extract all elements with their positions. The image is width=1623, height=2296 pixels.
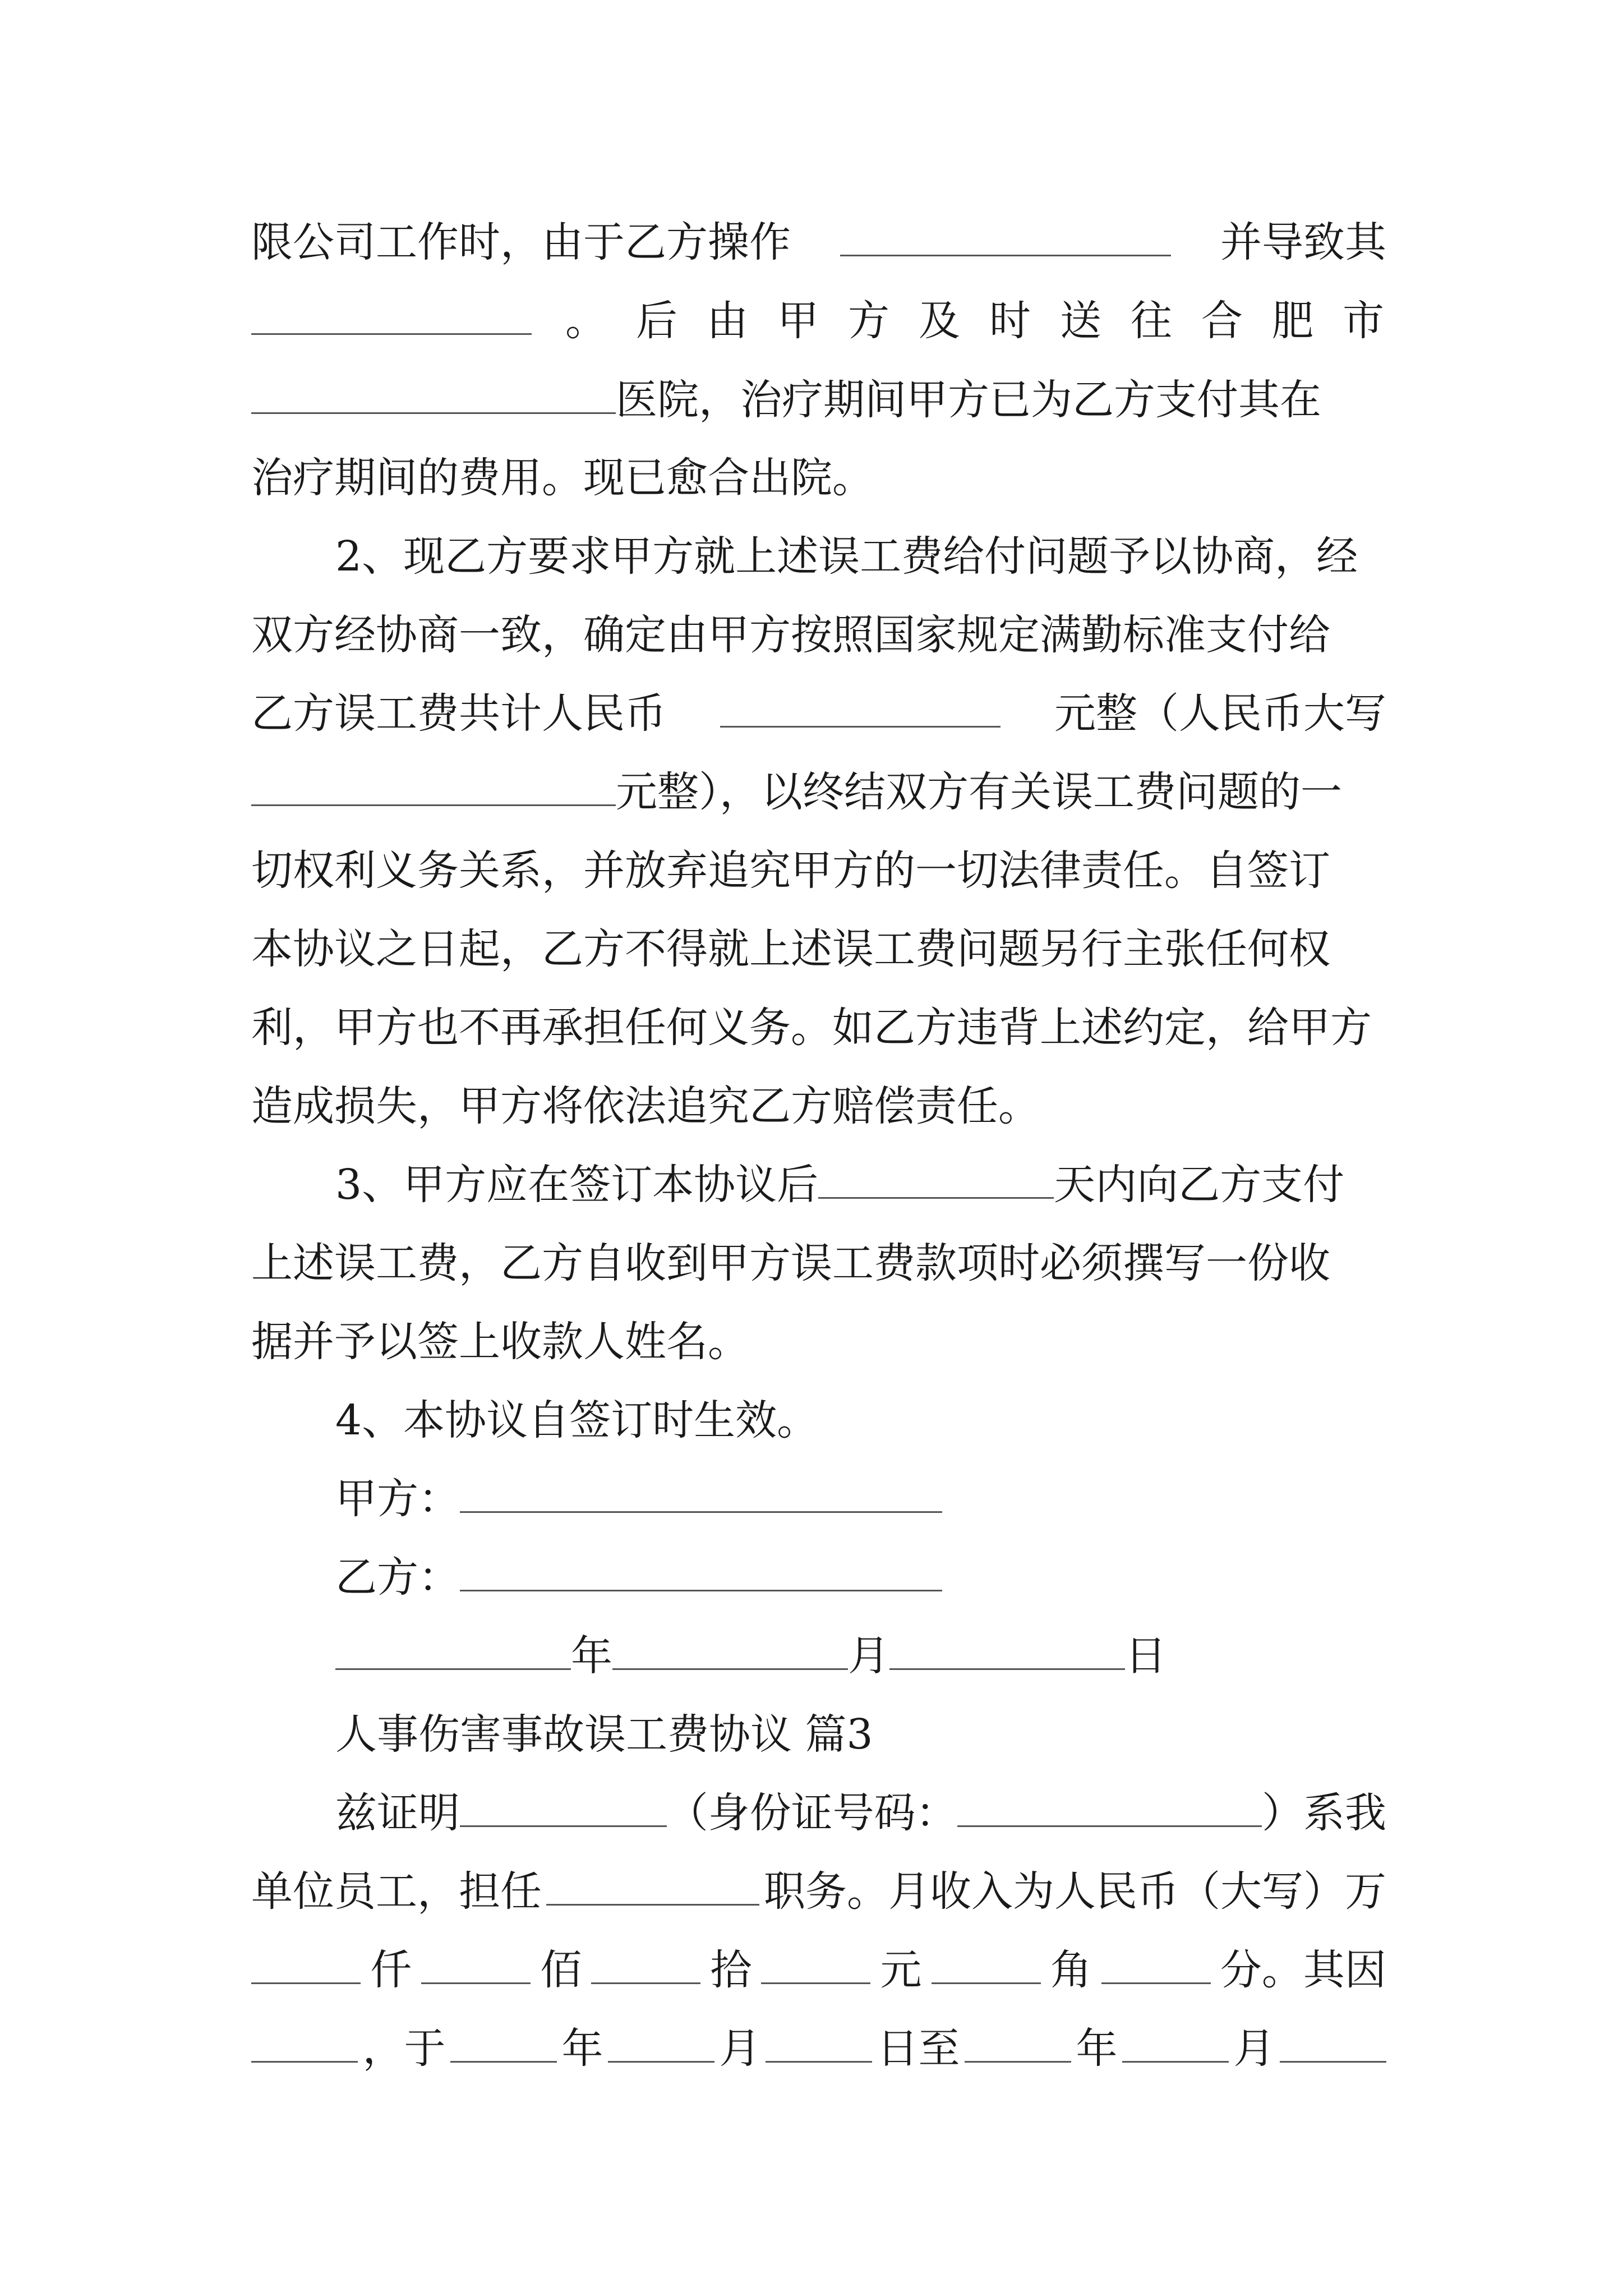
blank-field[interactable] xyxy=(1280,2016,1386,2063)
paragraph-line xyxy=(335,523,1358,590)
text: 年 xyxy=(1076,2024,1118,2073)
id-number-field[interactable] xyxy=(957,1780,1262,1827)
paragraph-line xyxy=(251,287,1413,355)
text: 本协议之日起，乙方不得就上述误工费问题另行主张任何权 xyxy=(251,925,1330,973)
paragraph-line xyxy=(251,366,1321,434)
text: 3、甲方应在签订本协议后 xyxy=(335,1161,819,1209)
day-label: 日 xyxy=(1125,1632,1166,1680)
text: 月 xyxy=(1233,2024,1275,2073)
paragraph-line xyxy=(251,444,874,512)
blank-field[interactable] xyxy=(251,760,616,806)
blank-field[interactable] xyxy=(251,2016,358,2063)
month-field[interactable] xyxy=(612,1623,848,1670)
blank-field[interactable] xyxy=(965,2016,1071,2063)
text: 分。其因 xyxy=(1220,1946,1386,1994)
text: ）系我 xyxy=(1262,1789,1386,1837)
text: 据并予以签上收款人姓名。 xyxy=(251,1318,749,1366)
text: 拾 xyxy=(710,1946,752,1994)
text: 月 xyxy=(719,2024,761,2073)
text: 2、现乙方要求甲方就上述误工费给付问题予以协商，经 xyxy=(335,532,1358,581)
text: 元整（人民币大写 xyxy=(1054,689,1386,738)
blank-field[interactable] xyxy=(932,1938,1041,1984)
blank-field[interactable] xyxy=(251,288,532,335)
text: 造成损失，甲方将依法追究乙方赔偿责任。 xyxy=(251,1082,1040,1130)
text: 切权利义务关系，并放弃追究甲方的一切法律责任。自签订 xyxy=(251,846,1330,895)
blank-field[interactable] xyxy=(608,2016,714,2063)
text: 利，甲方也不再承担任何义务。如乙方违背上述约定，给甲方 xyxy=(251,1004,1372,1052)
paragraph-line xyxy=(251,1936,1386,2004)
blank-field[interactable] xyxy=(251,367,616,414)
party-a-signature-field[interactable] xyxy=(460,1466,942,1513)
paragraph-line xyxy=(251,2015,1386,2082)
text: 4、本协议自签订时生效。 xyxy=(335,1396,819,1444)
paragraph-line xyxy=(251,209,1386,276)
blank-field[interactable] xyxy=(766,2016,872,2063)
blank-field[interactable] xyxy=(720,681,1000,728)
month-label: 月 xyxy=(848,1632,889,1680)
blank-field[interactable] xyxy=(1122,2016,1229,2063)
paragraph-line xyxy=(251,601,1330,669)
text: 医院，治疗期间甲方已为乙方支付其在 xyxy=(616,376,1321,424)
text: 。后由甲方及时送往合肥市 xyxy=(565,297,1413,345)
paragraph-line xyxy=(335,1151,1344,1218)
text: 兹证明 xyxy=(335,1789,460,1837)
blank-field[interactable] xyxy=(761,1938,870,1984)
paragraph-line xyxy=(251,915,1330,983)
paragraph-line xyxy=(251,680,1386,747)
text: 限公司工作时，由于乙方操作 xyxy=(251,218,791,266)
text: 日至 xyxy=(877,2024,960,2073)
position-field[interactable] xyxy=(546,1859,759,1906)
text: 单位员工，担任 xyxy=(251,1867,542,1916)
text: 治疗期间的费用。现已愈合出院。 xyxy=(251,454,874,502)
paragraph-line xyxy=(251,1230,1330,1297)
party-b-label: 乙方： xyxy=(335,1553,460,1602)
paragraph-line xyxy=(251,837,1330,904)
text: 天内向乙方支付 xyxy=(1054,1161,1345,1209)
blank-field[interactable] xyxy=(591,1938,700,1984)
year-field[interactable] xyxy=(335,1623,571,1670)
text: ，于 xyxy=(362,2024,446,2073)
year-label: 年 xyxy=(571,1632,612,1680)
text: 上述误工费，乙方自收到甲方误工费款项时必须撰写一份收 xyxy=(251,1239,1330,1287)
text: 乙方误工费共计人民币 xyxy=(251,689,666,738)
text: 元 xyxy=(880,1946,922,1994)
text: 仟 xyxy=(370,1946,412,1994)
blank-field[interactable] xyxy=(251,1938,361,1984)
blank-field[interactable] xyxy=(840,210,1171,256)
paragraph-line xyxy=(251,1073,1040,1140)
blank-field[interactable] xyxy=(421,1938,531,1984)
name-field[interactable] xyxy=(460,1780,667,1827)
paragraph-line xyxy=(251,1308,749,1375)
paragraph-line xyxy=(335,1779,1386,1847)
text: 双方经协商一致，确定由甲方按照国家规定满勤标准支付给 xyxy=(251,611,1330,659)
paragraph-line xyxy=(335,1387,818,1454)
paragraph-line xyxy=(251,1858,1386,1925)
text: 并导致其 xyxy=(1220,218,1386,266)
text: 年 xyxy=(561,2024,603,2073)
party-b-signature-line xyxy=(335,1544,942,1611)
blank-field[interactable] xyxy=(818,1152,1054,1199)
party-a-label: 甲方： xyxy=(335,1475,460,1523)
section-title-text: 人事伤害事故误工费协议 篇3 xyxy=(335,1710,873,1759)
text: （身份证号码： xyxy=(666,1789,957,1837)
text: 佰 xyxy=(540,1946,582,1994)
text: 角 xyxy=(1050,1946,1092,1994)
party-a-signature-line xyxy=(335,1465,942,1533)
section-title xyxy=(335,1701,873,1768)
day-field[interactable] xyxy=(889,1623,1125,1670)
blank-field[interactable] xyxy=(450,2016,557,2063)
blank-field[interactable] xyxy=(1101,1938,1211,1984)
text: 元整），以终结双方有关误工费问题的一 xyxy=(616,768,1342,816)
paragraph-line xyxy=(251,994,1372,1061)
text: 职务。月收入为人民币（大写）万 xyxy=(764,1867,1386,1916)
date-line xyxy=(335,1622,1166,1690)
paragraph-line xyxy=(251,758,1342,826)
party-b-signature-field[interactable] xyxy=(460,1545,942,1591)
